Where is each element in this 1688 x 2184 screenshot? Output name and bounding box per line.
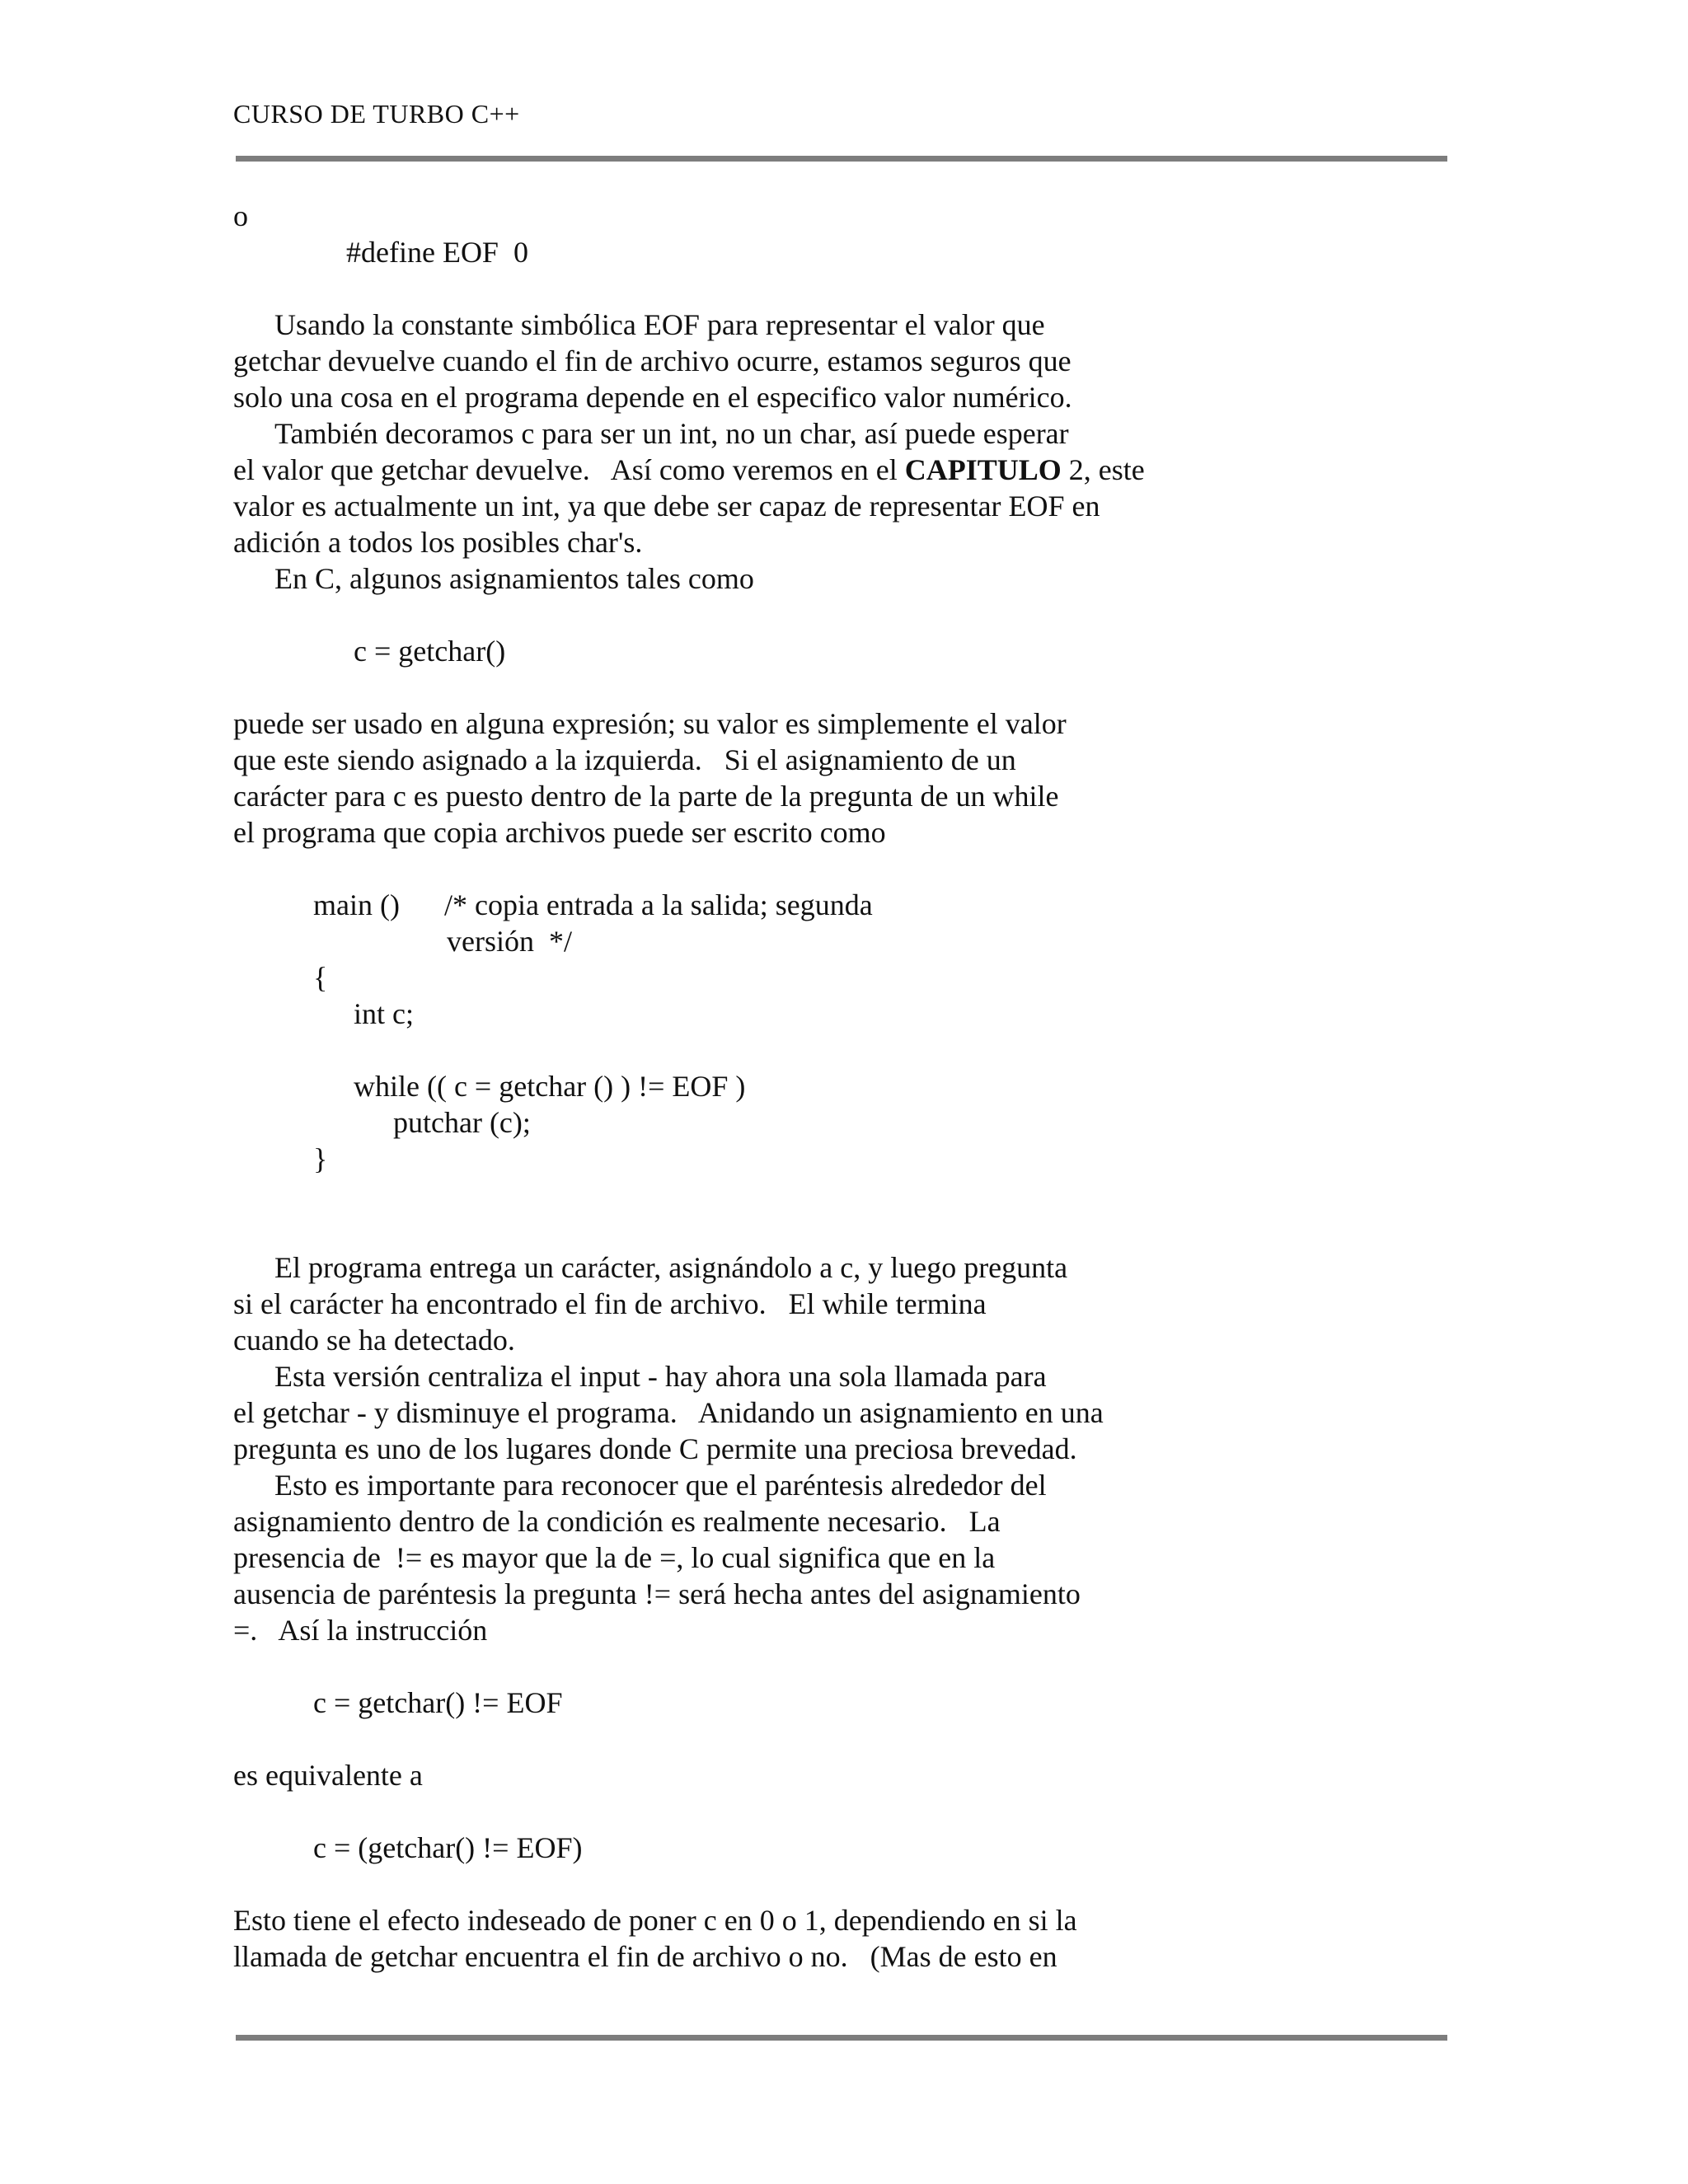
code-line: int c; <box>354 997 414 1030</box>
text-line: Esto tiene el efecto indeseado de poner c en 0 o 1, dependiendo en si la <box>233 1904 1077 1937</box>
text-line: o <box>233 199 248 232</box>
code-line: } <box>313 1142 328 1175</box>
page-header-title: CURSO DE TURBO C++ <box>233 99 520 129</box>
text-line: Esta versión centraliza el input - hay ahora una sola llamada para <box>274 1360 1047 1393</box>
code-line: #define EOF 0 <box>346 236 528 269</box>
text-line: el programa que copia archivos puede ser escrito como <box>233 816 886 849</box>
text-line <box>233 452 1145 488</box>
code-line: while (( c = getchar () ) != EOF ) <box>354 1070 746 1103</box>
text-line: si el carácter ha encontrado el fin de archivo. El while termina <box>233 1287 987 1320</box>
text-line: el getchar - y disminuye el programa. Anidando un asignamiento en una <box>233 1396 1104 1429</box>
text-line: carácter para c es puesto dentro de la parte de la pregunta de un while <box>233 780 1059 813</box>
code-line: c = getchar() != EOF <box>313 1686 563 1719</box>
text-line: valor es actualmente un int, ya que debe ser capaz de representar EOF en <box>233 490 1100 523</box>
text-line: En C, algunos asignamientos tales como <box>274 562 754 595</box>
code-line: { <box>313 961 328 994</box>
footer-rule <box>236 2035 1447 2041</box>
text-line: pregunta es uno de los lugares donde C permite una preciosa brevedad. <box>233 1432 1077 1465</box>
text-line: Usando la constante simbólica EOF para representar el valor que <box>274 308 1045 341</box>
text-line: El programa entrega un carácter, asignándolo a c, y luego pregunta <box>274 1251 1068 1284</box>
text-line: También decoramos c para ser un int, no un char, así puede esperar <box>274 417 1069 450</box>
chapter-reference: CAPITULO <box>904 453 1062 486</box>
code-line: c = (getchar() != EOF) <box>313 1831 583 1864</box>
text-line: Esto es importante para reconocer que el paréntesis alrededor del <box>274 1469 1047 1502</box>
text-line: solo una cosa en el programa depende en el especifico valor numérico. <box>233 381 1072 414</box>
text-line: ausencia de paréntesis la pregunta != será hecha antes del asignamiento <box>233 1577 1081 1610</box>
text-line: =. Así la instrucción <box>233 1614 488 1647</box>
text-line: cuando se ha detectado. <box>233 1324 515 1357</box>
text-line: puede ser usado en alguna expresión; su valor es simplemente el valor <box>233 707 1067 740</box>
text-line: getchar devuelve cuando el fin de archivo ocurre, estamos seguros que <box>233 344 1071 377</box>
header-rule <box>236 156 1447 162</box>
text-segment: el valor que getchar devuelve. Así como veremos en el <box>233 453 905 486</box>
text-line: presencia de != es mayor que la de =, lo cual significa que en la <box>233 1541 996 1574</box>
text-line: llamada de getchar encuentra el fin de archivo o no. (Mas de esto en <box>233 1940 1057 1973</box>
code-line: main () /* copia entrada a la salida; segunda <box>313 888 873 921</box>
text-segment: 2, este <box>1061 453 1145 486</box>
code-line: c = getchar() <box>354 635 506 668</box>
code-line: putchar (c); <box>393 1106 531 1139</box>
text-line: adición a todos los posibles char's. <box>233 526 643 559</box>
code-line: versión */ <box>447 925 572 958</box>
text-line: es equivalente a <box>233 1759 423 1792</box>
text-line: asignamiento dentro de la condición es realmente necesario. La <box>233 1505 1001 1538</box>
text-line: que este siendo asignado a la izquierda. Si el asignamiento de un <box>233 743 1016 776</box>
